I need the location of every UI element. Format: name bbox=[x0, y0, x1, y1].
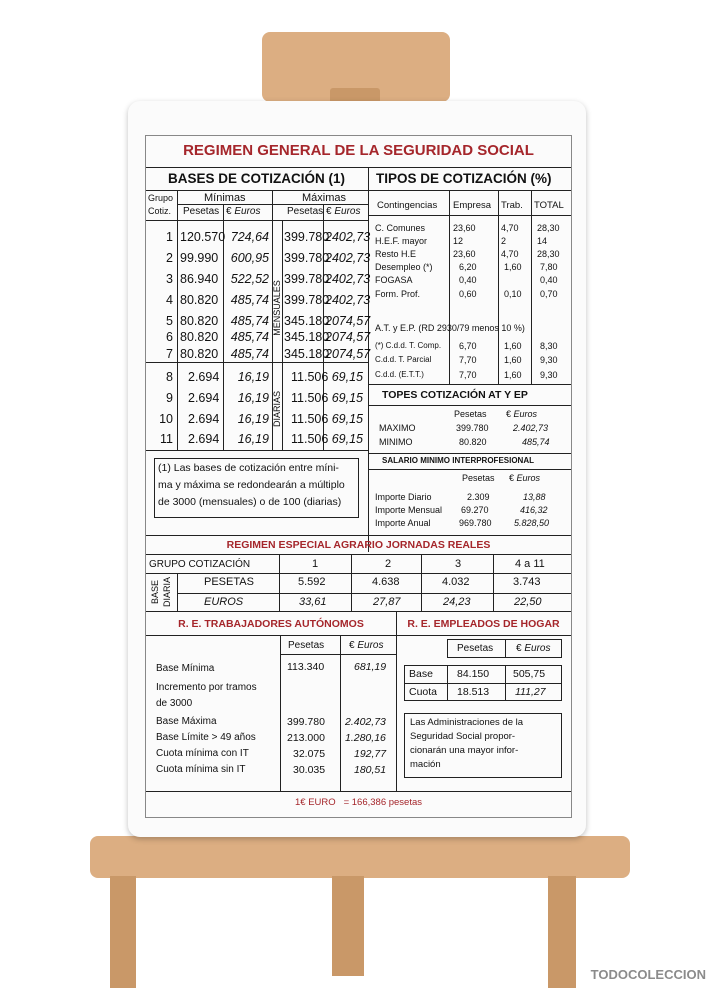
reference-card bbox=[128, 101, 586, 837]
tipos-header-divider bbox=[368, 215, 571, 216]
tipos-row-6-total: 0,70 bbox=[540, 289, 558, 299]
agrario-euros-4: 22,50 bbox=[514, 596, 542, 608]
hogar-base-euros: 505,75 bbox=[513, 668, 546, 680]
max-subcol-divider bbox=[323, 204, 324, 220]
autonomos-row-7-pesetas: 30.035 bbox=[293, 764, 326, 776]
smi-anual-label: Importe Anual bbox=[375, 518, 431, 528]
bases-row-3-min-euros: 522,52 bbox=[230, 272, 269, 286]
agrario-diaria-label: DIARIA bbox=[162, 576, 172, 608]
smi-pesetas-header: Pesetas bbox=[462, 473, 495, 483]
bases-row-7-max-pesetas: 345.180 bbox=[284, 347, 330, 361]
agrario-title-divider bbox=[146, 554, 571, 555]
bases-row-5-min-euros: 485,74 bbox=[230, 314, 269, 328]
agrario-col-3-header: 3 bbox=[455, 558, 462, 570]
min-euros-header: € Euros bbox=[226, 206, 261, 217]
autonomos-row-5-label: Base Límite > 49 años bbox=[156, 732, 256, 743]
autonomos-title-divider bbox=[146, 635, 396, 636]
tipos-row-5-label: FOGASA bbox=[375, 275, 413, 285]
hogar-note-line-1: Las Administraciones de la bbox=[410, 717, 524, 728]
mensuales-label: MENSUALES bbox=[272, 280, 282, 336]
bases-row-3-min-pesetas: 86.940 bbox=[180, 272, 219, 286]
bases-header-divider bbox=[146, 220, 368, 221]
bases-row-11-grupo: 11 bbox=[160, 432, 173, 446]
tipos-row-6-empresa: 0,60 bbox=[459, 289, 477, 299]
topes-maximo-label: MAXIMO bbox=[379, 423, 416, 433]
euro-one: 1 bbox=[294, 797, 301, 808]
tipos-row-5-total: 0,40 bbox=[540, 275, 558, 285]
smi-title-divider bbox=[368, 469, 571, 470]
bases-row-9-min-pesetas: 2.694 bbox=[188, 391, 220, 405]
bases-note-line-3: de 3000 (mensuales) o de 100 (diarias) bbox=[158, 496, 342, 508]
tipos-col-1 bbox=[449, 190, 450, 384]
hogar-header-divider bbox=[505, 639, 506, 658]
autonomos-row-5-euros: 1.280,16 bbox=[345, 732, 386, 744]
tipos-col-3 bbox=[531, 190, 532, 384]
agrario-base-border bbox=[177, 573, 178, 611]
at-row-1-empresa: 6,70 bbox=[459, 341, 477, 351]
agrario-euros-label: EUROS bbox=[204, 596, 244, 608]
agrario-col-border-1 bbox=[279, 554, 280, 611]
agrario-pesetas-label: PESETAS bbox=[204, 576, 254, 588]
tipos-title: TIPOS DE COTIZACIÓN (%) bbox=[376, 171, 552, 186]
tipos-row-6-trab: 0,10 bbox=[504, 289, 522, 299]
topes-title: TOPES COTIZACIÓN AT Y EP bbox=[382, 389, 528, 401]
autonomos-row-2-label: Incremento por tramos bbox=[156, 682, 257, 693]
bases-row-8-grupo: 8 bbox=[166, 370, 173, 384]
at-row-3-label: C.d.d. (E.T.T.) bbox=[375, 370, 424, 379]
hogar-title: R. E. EMPLEADOS DE HOGAR bbox=[407, 618, 560, 630]
min-pesetas-header: Pesetas bbox=[183, 206, 220, 217]
tipos-row-1-total: 28,30 bbox=[537, 223, 560, 233]
bases-row-2-max-euros: 2402,73 bbox=[325, 251, 371, 265]
topes-minimo-pesetas: 80.820 bbox=[459, 437, 487, 447]
at-row-3-total: 9,30 bbox=[540, 370, 558, 380]
lower-divider bbox=[396, 611, 397, 791]
at-row-3-empresa: 7,70 bbox=[459, 370, 477, 380]
at-row-3-trab: 1,60 bbox=[504, 370, 522, 380]
minmax-sub-divider bbox=[177, 204, 368, 205]
tipos-row-3-trab: 4,70 bbox=[501, 249, 519, 259]
bases-row-6-max-euros: 2074,57 bbox=[325, 330, 371, 344]
agrario-col-border-3 bbox=[421, 554, 422, 611]
at-row-2-label: C.d.d. T. Parcial bbox=[375, 355, 432, 364]
bases-row-4-grupo: 4 bbox=[166, 293, 173, 307]
grupo-label: Grupo bbox=[148, 193, 174, 203]
bases-row-4-min-euros: 485,74 bbox=[230, 293, 269, 307]
mensual-diaria-divider bbox=[146, 362, 368, 363]
at-row-1-label: (*) C.d.d. T. Comp. bbox=[375, 341, 442, 350]
at-row-1-trab: 1,60 bbox=[504, 341, 522, 351]
bases-row-6-max-pesetas: 345.180 bbox=[284, 330, 330, 344]
bases-row-9-max-euros: 69,15 bbox=[331, 391, 363, 405]
agrario-header-divider bbox=[146, 573, 571, 574]
smi-diario-euros: 13,88 bbox=[523, 492, 546, 502]
tipos-row-4-trab: 1,60 bbox=[504, 262, 522, 272]
diarias-label: DIARIAS bbox=[272, 390, 282, 428]
agrario-base-label: BASE bbox=[150, 579, 160, 605]
bases-row-6-min-euros: 485,74 bbox=[230, 330, 269, 344]
bases-row-3-max-euros: 2402,73 bbox=[325, 272, 371, 286]
bases-row-2-min-pesetas: 99.990 bbox=[180, 251, 219, 265]
euro-conversion bbox=[146, 797, 571, 808]
bases-row-5-grupo: 5 bbox=[166, 314, 173, 328]
label-right-border bbox=[282, 220, 283, 450]
agrario-col-border-4 bbox=[493, 554, 494, 611]
agrario-col-2-header: 2 bbox=[385, 558, 392, 570]
easel-leg-left bbox=[110, 876, 136, 988]
hogar-note-line-2: Seguridad Social propor- bbox=[410, 731, 516, 742]
bases-row-5-min-pesetas: 80.820 bbox=[180, 314, 219, 328]
bases-row-3-max-pesetas: 399.780 bbox=[284, 272, 330, 286]
agrario-col-4-header: 4 a 11 bbox=[515, 558, 545, 570]
smi-euros-header: € Euros bbox=[509, 473, 541, 483]
at-row-2-trab: 1,60 bbox=[504, 355, 522, 365]
agrario-col-border-2 bbox=[351, 554, 352, 611]
bases-row-10-min-pesetas: 2.694 bbox=[188, 412, 220, 426]
bases-row-1-min-pesetas: 120.570 bbox=[180, 230, 226, 244]
hogar-cuota-pesetas: 18.513 bbox=[457, 686, 490, 698]
bases-row-8-min-euros: 16,19 bbox=[237, 370, 269, 384]
minimas-header: Mínimas bbox=[204, 192, 246, 204]
grupo-col-border bbox=[177, 190, 178, 220]
tipos-row-4-label: Desempleo (*) bbox=[375, 262, 433, 272]
general-bottom bbox=[146, 535, 571, 536]
tipos-row-2-trab: 2 bbox=[501, 236, 507, 246]
agrario-bottom bbox=[146, 611, 571, 612]
autonomos-row-6-label: Cuota mínima con IT bbox=[156, 748, 249, 759]
agrario-grupo-label: GRUPO COTIZACIÓN bbox=[149, 559, 251, 570]
tipos-row-4-empresa: 6,20 bbox=[459, 262, 477, 272]
bases-row-11-min-pesetas: 2.694 bbox=[188, 432, 220, 446]
tipos-row-3-total: 28,30 bbox=[537, 249, 560, 259]
autonomos-row-1-label: Base Mínima bbox=[156, 663, 215, 674]
autonomos-row-4-label: Base Máxima bbox=[156, 716, 217, 727]
hogar-base-pesetas: 84.150 bbox=[457, 668, 490, 680]
hogar-row-divider bbox=[404, 683, 562, 684]
tipos-row-2-total: 14 bbox=[537, 236, 548, 246]
euro-icon: € bbox=[300, 797, 306, 808]
topes-minimo-euros: 485,74 bbox=[522, 437, 550, 447]
bases-row-9-grupo: 9 bbox=[166, 391, 173, 405]
easel-leg-middle bbox=[332, 876, 364, 976]
easel-crossbar bbox=[90, 836, 630, 878]
euro-icon: € bbox=[326, 206, 332, 217]
bases-row-8-max-pesetas: 11.506 bbox=[291, 370, 329, 384]
cotiz-label: Cotiz. bbox=[148, 206, 172, 216]
smi-mensual-pesetas: 69.270 bbox=[461, 505, 489, 515]
at-row-2-total: 9,30 bbox=[540, 355, 558, 365]
bases-note-line-1: (1) Las bases de cotización entre míni- bbox=[158, 462, 339, 474]
bases-row-8-min-pesetas: 2.694 bbox=[188, 370, 220, 384]
topes-title-divider bbox=[368, 405, 571, 406]
bases-row-1-grupo: 1 bbox=[166, 230, 173, 244]
bases-row-7-max-euros: 2074,57 bbox=[325, 347, 371, 361]
topes-bottom bbox=[368, 453, 571, 454]
tipos-bottom bbox=[368, 384, 571, 385]
tipos-row-4-total: 7,80 bbox=[540, 262, 558, 272]
autonomos-pesetas-header: Pesetas bbox=[288, 640, 325, 651]
bases-row-4-max-euros: 2402,73 bbox=[325, 293, 371, 307]
tipos-row-5-empresa: 0,40 bbox=[459, 275, 477, 285]
tipos-row-1-empresa: 23,60 bbox=[453, 223, 476, 233]
tipos-row-1-trab: 4,70 bbox=[501, 223, 519, 233]
agrario-title: REGIMEN ESPECIAL AGRARIO JORNADAS REALES bbox=[226, 539, 491, 551]
max-euros-header: € Euros bbox=[326, 206, 361, 217]
bases-row-11-min-euros: 16,19 bbox=[237, 432, 269, 446]
agrario-euros-3: 24,23 bbox=[443, 596, 471, 608]
agrario-pesetas-2: 4.638 bbox=[372, 576, 400, 588]
euro-icon: € bbox=[226, 206, 232, 217]
tipos-header-empresa: Empresa bbox=[453, 200, 492, 211]
lower-bottom bbox=[146, 791, 571, 792]
title-divider bbox=[146, 167, 571, 168]
bases-row-3-grupo: 3 bbox=[166, 272, 173, 286]
hogar-title-divider bbox=[396, 635, 571, 636]
grupo-body-border bbox=[177, 220, 178, 450]
autonomos-row-5-pesetas: 213.000 bbox=[287, 732, 325, 744]
bases-row-10-min-euros: 16,19 bbox=[237, 412, 269, 426]
autonomos-row-6-euros: 192,77 bbox=[354, 748, 387, 760]
tipos-row-2-empresa: 12 bbox=[453, 236, 464, 246]
topes-maximo-euros: 2.402,73 bbox=[513, 423, 549, 433]
agrario-euros-2: 27,87 bbox=[373, 596, 401, 608]
smi-diario-label: Importe Diario bbox=[375, 492, 432, 502]
autonomos-row-7-euros: 180,51 bbox=[354, 764, 387, 776]
smi-anual-euros: 5.828,50 bbox=[514, 518, 550, 528]
hogar-cuota-euros: 111,27 bbox=[515, 686, 546, 698]
autonomos-header-divider bbox=[280, 654, 396, 655]
bases-note-line-2: ma y máxima se redondearán a múltiplo bbox=[158, 479, 345, 491]
euro-icon: € bbox=[516, 643, 522, 654]
hogar-col-2 bbox=[505, 665, 506, 701]
at-row-2-empresa: 7,70 bbox=[459, 355, 477, 365]
autonomos-euros-header: € Euros bbox=[349, 640, 384, 651]
bases-body-bottom bbox=[146, 450, 368, 451]
bases-row-1-min-euros: 724,64 bbox=[230, 230, 269, 244]
autonomos-row-7-label: Cuota mínima sin IT bbox=[156, 764, 246, 775]
bases-row-1-max-euros: 2402,73 bbox=[325, 230, 371, 244]
hogar-col-1 bbox=[447, 665, 448, 701]
min-body-border bbox=[223, 220, 224, 450]
autonomos-row-1-euros: 681,19 bbox=[354, 661, 387, 673]
bases-title-divider bbox=[146, 190, 571, 191]
bases-row-6-grupo: 6 bbox=[166, 330, 173, 344]
hogar-note-line-3: cionarán una mayor infor- bbox=[410, 745, 519, 756]
smi-mensual-euros: 416,32 bbox=[520, 505, 548, 515]
bases-row-9-min-euros: 16,19 bbox=[237, 391, 269, 405]
hogar-pesetas-header: Pesetas bbox=[457, 643, 494, 654]
agrario-pesetas-3: 4.032 bbox=[442, 576, 470, 588]
bases-row-2-max-pesetas: 399.780 bbox=[284, 251, 330, 265]
bases-row-4-min-pesetas: 80.820 bbox=[180, 293, 219, 307]
tipos-header-total: TOTAL bbox=[534, 200, 564, 211]
autonomos-col-2 bbox=[340, 635, 341, 791]
euro-icon: € bbox=[509, 473, 515, 483]
hogar-base-label: Base bbox=[409, 668, 433, 680]
at-row-1-total: 8,30 bbox=[540, 341, 558, 351]
autonomos-row-1-pesetas: 113.340 bbox=[287, 661, 325, 673]
agrario-pesetas-1: 5.592 bbox=[298, 576, 326, 588]
smi-anual-pesetas: 969.780 bbox=[459, 518, 492, 528]
euro-icon: € bbox=[506, 409, 512, 419]
bases-title: BASES DE COTIZACIÓN (1) bbox=[168, 171, 346, 186]
maximas-header: Máximas bbox=[302, 192, 347, 204]
topes-minimo-label: MINIMO bbox=[379, 437, 413, 447]
max-pesetas-header: Pesetas bbox=[287, 206, 324, 217]
autonomos-row-6-pesetas: 32.075 bbox=[293, 748, 326, 760]
topes-maximo-pesetas: 399.780 bbox=[456, 423, 489, 433]
tipos-header-trab: Trab. bbox=[501, 200, 523, 211]
bases-row-9-max-pesetas: 11.506 bbox=[291, 391, 329, 405]
hogar-note-line-4: mación bbox=[410, 759, 441, 770]
bases-row-2-grupo: 2 bbox=[166, 251, 173, 265]
smi-mensual-label: Importe Mensual bbox=[375, 505, 443, 515]
watermark: TODOCOLECCION bbox=[590, 967, 706, 982]
agrario-pesetas-4: 3.743 bbox=[513, 576, 541, 588]
agrario-euros-1: 33,61 bbox=[299, 596, 327, 608]
smi-diario-pesetas: 2.309 bbox=[467, 492, 490, 502]
topes-pesetas-header: Pesetas bbox=[454, 409, 487, 419]
bases-row-10-max-pesetas: 11.506 bbox=[291, 412, 329, 426]
agrario-col-1-header: 1 bbox=[312, 558, 319, 570]
tipos-row-3-label: Resto H.E bbox=[375, 249, 417, 259]
bases-row-7-grupo: 7 bbox=[166, 347, 173, 361]
hogar-cuota-label: Cuota bbox=[409, 686, 438, 698]
bases-row-5-max-euros: 2074,57 bbox=[325, 314, 371, 328]
tipos-col-2 bbox=[498, 190, 499, 384]
tipos-row-1-label: C. Comunes bbox=[375, 223, 426, 233]
tipos-row-3-empresa: 23,60 bbox=[453, 249, 476, 259]
min-subcol-divider bbox=[223, 204, 224, 220]
autonomos-row-3-label: de 3000 bbox=[156, 698, 193, 709]
tipos-row-2-label: H.E.F. mayor bbox=[375, 236, 428, 246]
euro-word: EURO bbox=[308, 797, 336, 808]
easel-leg-right bbox=[548, 876, 576, 988]
at-ep-title: A.T. y E.P. (RD 2930/79 menos 10 %) bbox=[375, 323, 525, 333]
bases-row-5-max-pesetas: 345.180 bbox=[284, 314, 330, 328]
autonomos-row-4-euros: 2.402,73 bbox=[345, 716, 386, 728]
bases-row-4-max-pesetas: 399.780 bbox=[284, 293, 330, 307]
autonomos-title: R. E. TRABAJADORES AUTÓNOMOS bbox=[178, 618, 364, 630]
bases-row-10-max-euros: 69,15 bbox=[331, 412, 363, 426]
bases-row-11-max-pesetas: 11.506 bbox=[291, 432, 329, 446]
smi-title: SALARIO MINIMO INTERPROFESIONAL bbox=[382, 456, 534, 465]
euro-icon: € bbox=[349, 640, 355, 651]
bases-row-7-min-pesetas: 80.820 bbox=[180, 347, 219, 361]
tipos-row-6-label: Form. Prof. bbox=[375, 289, 421, 299]
bases-row-6-min-pesetas: 80.820 bbox=[180, 330, 219, 344]
autonomos-col-1 bbox=[280, 635, 281, 791]
bases-row-1-max-pesetas: 399.780 bbox=[284, 230, 330, 244]
bases-row-8-max-euros: 69,15 bbox=[331, 370, 363, 384]
bases-row-2-min-euros: 600,95 bbox=[230, 251, 269, 265]
minmax-divider bbox=[272, 190, 273, 220]
bases-row-10-grupo: 10 bbox=[159, 412, 173, 426]
agrario-row-divider bbox=[177, 593, 571, 594]
euro-rate: = 166,386 pesetas bbox=[343, 797, 423, 808]
hogar-euros-header: € Euros bbox=[516, 643, 551, 654]
topes-euros-header: € Euros bbox=[506, 409, 538, 419]
autonomos-row-4-pesetas: 399.780 bbox=[287, 716, 325, 728]
card-frame bbox=[145, 135, 572, 818]
bases-row-11-max-euros: 69,15 bbox=[331, 432, 363, 446]
tipos-header-contingencias: Contingencias bbox=[377, 200, 438, 211]
bases-row-7-min-euros: 485,74 bbox=[230, 347, 269, 361]
page-title: REGIMEN GENERAL DE LA SEGURIDAD SOCIAL bbox=[183, 142, 534, 159]
